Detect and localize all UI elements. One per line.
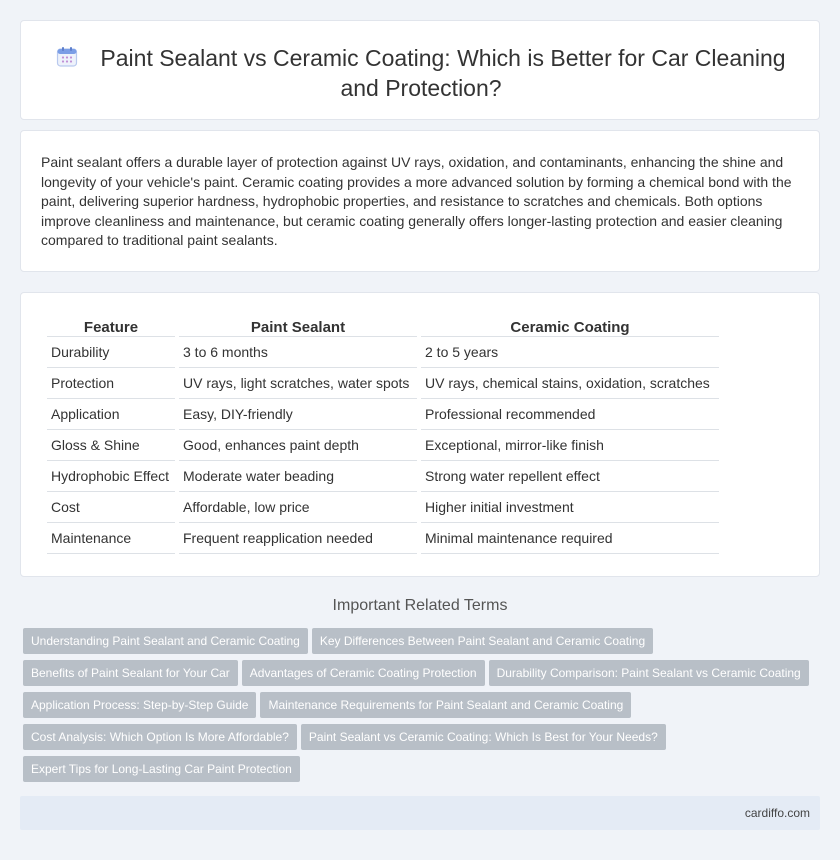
table-row [47, 523, 719, 554]
related-term-tag[interactable]: Understanding Paint Sealant and Ceramic Coating [23, 628, 308, 654]
paint-sealant-cell: 3 to 6 months [179, 337, 417, 368]
feature-cell: Gloss & Shine [47, 430, 175, 461]
paint-sealant-cell: Frequent reapplication needed [179, 523, 417, 554]
feature-cell: Cost [47, 492, 175, 523]
table-row [47, 337, 719, 368]
table-row [47, 430, 719, 461]
title-card [20, 20, 820, 120]
related-terms-heading: Important Related Terms [332, 597, 508, 614]
related-term-tag[interactable]: Durability Comparison: Paint Sealant vs Ceramic Coating [489, 660, 809, 686]
paint-sealant-cell: UV rays, light scratches, water spots [179, 368, 417, 399]
ceramic-coating-cell: Higher initial investment [421, 492, 719, 523]
feature-cell: Hydrophobic Effect [47, 461, 175, 492]
ceramic-coating-cell: Exceptional, mirror-like finish [421, 430, 719, 461]
paint-sealant-cell: Good, enhances paint depth [179, 430, 417, 461]
comparison-card [20, 292, 820, 577]
footer-bar [20, 796, 820, 830]
table-row [47, 399, 719, 430]
intro-card [20, 130, 820, 272]
calendar-icon [56, 46, 78, 68]
related-term-tag[interactable]: Application Process: Step-by-Step Guide [23, 692, 256, 718]
related-term-tag[interactable]: Maintenance Requirements for Paint Sealant and Ceramic Coating [260, 692, 631, 718]
footer-site-link[interactable]: cardiffo.com [744, 806, 810, 820]
table-row [47, 461, 719, 492]
ceramic-coating-cell: UV rays, chemical stains, oxidation, scratches [421, 368, 719, 399]
feature-cell: Durability [47, 337, 175, 368]
ceramic-coating-cell: 2 to 5 years [421, 337, 719, 368]
intro-paragraph: Paint sealant offers a durable layer of protection against UV rays, oxidation, and contaminants, enhancing the shine and longevity of your vehicle's paint. Ceramic coating provides a more advanced solution by forming a chemical bond with the paint, delivering superior hardness, hydrophobic properties, and resistance to scratches and chemicals. Both options improve cleanliness and maintenance, but ceramic coating generally offers longer-lasting protection and easier cleaning compared to traditional paint sealants. [41, 154, 792, 248]
ceramic-coating-cell: Professional recommended [421, 399, 719, 430]
table-header-row [47, 315, 719, 337]
feature-cell: Protection [47, 368, 175, 399]
related-terms-list [23, 628, 823, 788]
header-feature: Feature [47, 315, 175, 337]
paint-sealant-cell: Moderate water beading [179, 461, 417, 492]
ceramic-coating-cell: Strong water repellent effect [421, 461, 719, 492]
paint-sealant-cell: Easy, DIY-friendly [179, 399, 417, 430]
comparison-table [43, 315, 723, 554]
related-term-tag[interactable]: Cost Analysis: Which Option Is More Affordable? [23, 724, 297, 750]
table-row [47, 368, 719, 399]
related-term-tag[interactable]: Paint Sealant vs Ceramic Coating: Which Is Best for Your Needs? [301, 724, 666, 750]
header-paint-sealant: Paint Sealant [179, 315, 417, 337]
table-row [47, 492, 719, 523]
header-ceramic-coating: Ceramic Coating [421, 315, 719, 337]
ceramic-coating-cell: Minimal maintenance required [421, 523, 719, 554]
paint-sealant-cell: Affordable, low price [179, 492, 417, 523]
page-title: Paint Sealant vs Ceramic Coating: Which is Better for Car Cleaning and Protection? [100, 45, 786, 101]
related-term-tag[interactable]: Advantages of Ceramic Coating Protection [242, 660, 485, 686]
related-term-tag[interactable]: Key Differences Between Paint Sealant and Ceramic Coating [312, 628, 653, 654]
related-term-tag[interactable]: Expert Tips for Long-Lasting Car Paint Protection [23, 756, 300, 782]
page-title-wrap [21, 43, 821, 103]
feature-cell: Maintenance [47, 523, 175, 554]
feature-cell: Application [47, 399, 175, 430]
related-term-tag[interactable]: Benefits of Paint Sealant for Your Car [23, 660, 238, 686]
